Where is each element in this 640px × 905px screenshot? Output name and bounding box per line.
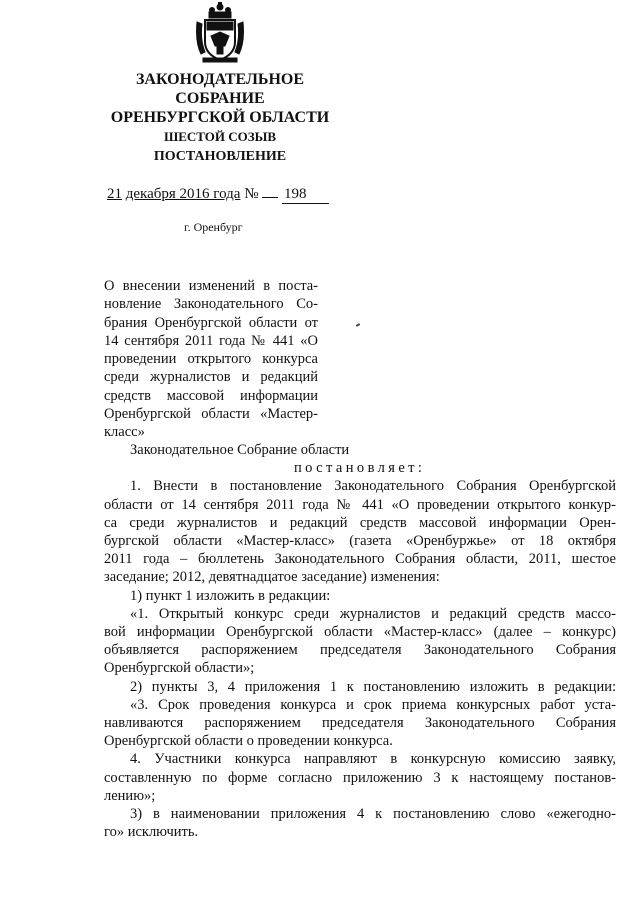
- subject-line: среди журналистов и редакций: [104, 369, 318, 386]
- city-label: г. Оренбург: [184, 220, 243, 234]
- body-line: заседание; 2012, девятнадцатое заседание) изменения:: [104, 569, 440, 586]
- subject-line: Оренбургской области «Мастер-: [104, 406, 318, 423]
- stray-mark: [356, 323, 360, 327]
- assembly-title-line3: ОРЕНБУРГСКОЙ ОБЛАСТИ: [110, 109, 330, 126]
- subject-line: 14 сентября 2011 года № 441 «О: [104, 332, 318, 349]
- body-line: «1. Открытый конкурс среди журналистов и редакций средств массо-: [130, 605, 616, 622]
- body-line: 1) пункт 1 изложить в редакции:: [130, 587, 331, 604]
- subject-line: О внесении изменений в поста-: [104, 278, 318, 294]
- convocation-label: ШЕСТОЙ СОЗЫВ: [163, 129, 277, 144]
- date-month-year: декабря 2016 года: [125, 186, 241, 202]
- body-line: «3. Срок проведения конкурса и срок приема конкурсных работ уста-: [130, 696, 616, 713]
- body-line: навливаются распоряжением председателя Законодательного Собрания: [104, 715, 616, 732]
- body-line: Оренбургской области»;: [104, 660, 255, 677]
- document-number: 198: [282, 185, 329, 204]
- body-line: бургской области «Мастер-класс» (газета «Оренбуржье» от 18 октября: [104, 533, 616, 550]
- body-intro: Законодательное Собрание области: [130, 442, 350, 458]
- body-resolves: постановляет:: [294, 460, 426, 477]
- document-body: [104, 441, 616, 841]
- date-day: 21: [107, 186, 122, 202]
- body-line: 2) пункты 3, 4 приложения 1 к постановлению изложить в редакции:: [130, 678, 616, 695]
- document-date-line: [107, 185, 329, 204]
- number-label: №: [244, 186, 259, 202]
- body-line: объявляется распоряжением председателя Законодательного Собрания: [104, 642, 616, 659]
- body-line: лению»;: [104, 787, 156, 804]
- body-line: 3) в наименовании приложения 4 к постановлению слово «ежегодно-: [130, 806, 616, 823]
- body-line: 2011 года – бюллетень Законодательного Собрания области, 2011, шестое: [104, 551, 616, 568]
- coat-of-arms-emblem: [195, 2, 245, 64]
- subject-line: средств массовой информации: [104, 387, 318, 404]
- body-line: са среди журналистов и редакций средств массовой информации Орен-: [104, 514, 616, 531]
- document-type-label: ПОСТАНОВЛЕНИЕ: [153, 149, 287, 164]
- subject-line: новление Законодательного Со-: [104, 296, 318, 313]
- body-line: области от 14 сентября 2011 года № 441 «О проведении открытого конкур-: [104, 496, 616, 513]
- assembly-title-line1: ЗАКОНОДАТЕЛЬНОЕ: [135, 71, 305, 88]
- body-line: Оренбургской области о проведении конкурса.: [104, 733, 393, 750]
- subject-line: проведении открытого конкурса: [104, 351, 318, 368]
- document-subject: [104, 277, 318, 442]
- subject-line: брания Оренбургской области от: [104, 314, 318, 331]
- body-line: 1. Внести в постановление Законодательного Собрания Оренбургской: [130, 478, 616, 495]
- body-line: го» исключить.: [104, 824, 199, 841]
- subject-line: класс»: [104, 424, 145, 441]
- number-underline-gap: [262, 185, 278, 198]
- body-line: вой информации Оренбургской области «Мастер-класс» (далее – конкурс): [104, 624, 616, 641]
- body-line: составленную по форме согласно приложению 3 к настоящему постанов-: [104, 769, 616, 786]
- body-line: 4. Участники конкурса направляют в конкурсную комиссию заявку,: [130, 751, 616, 768]
- assembly-title-line2: СОБРАНИЕ: [175, 90, 265, 107]
